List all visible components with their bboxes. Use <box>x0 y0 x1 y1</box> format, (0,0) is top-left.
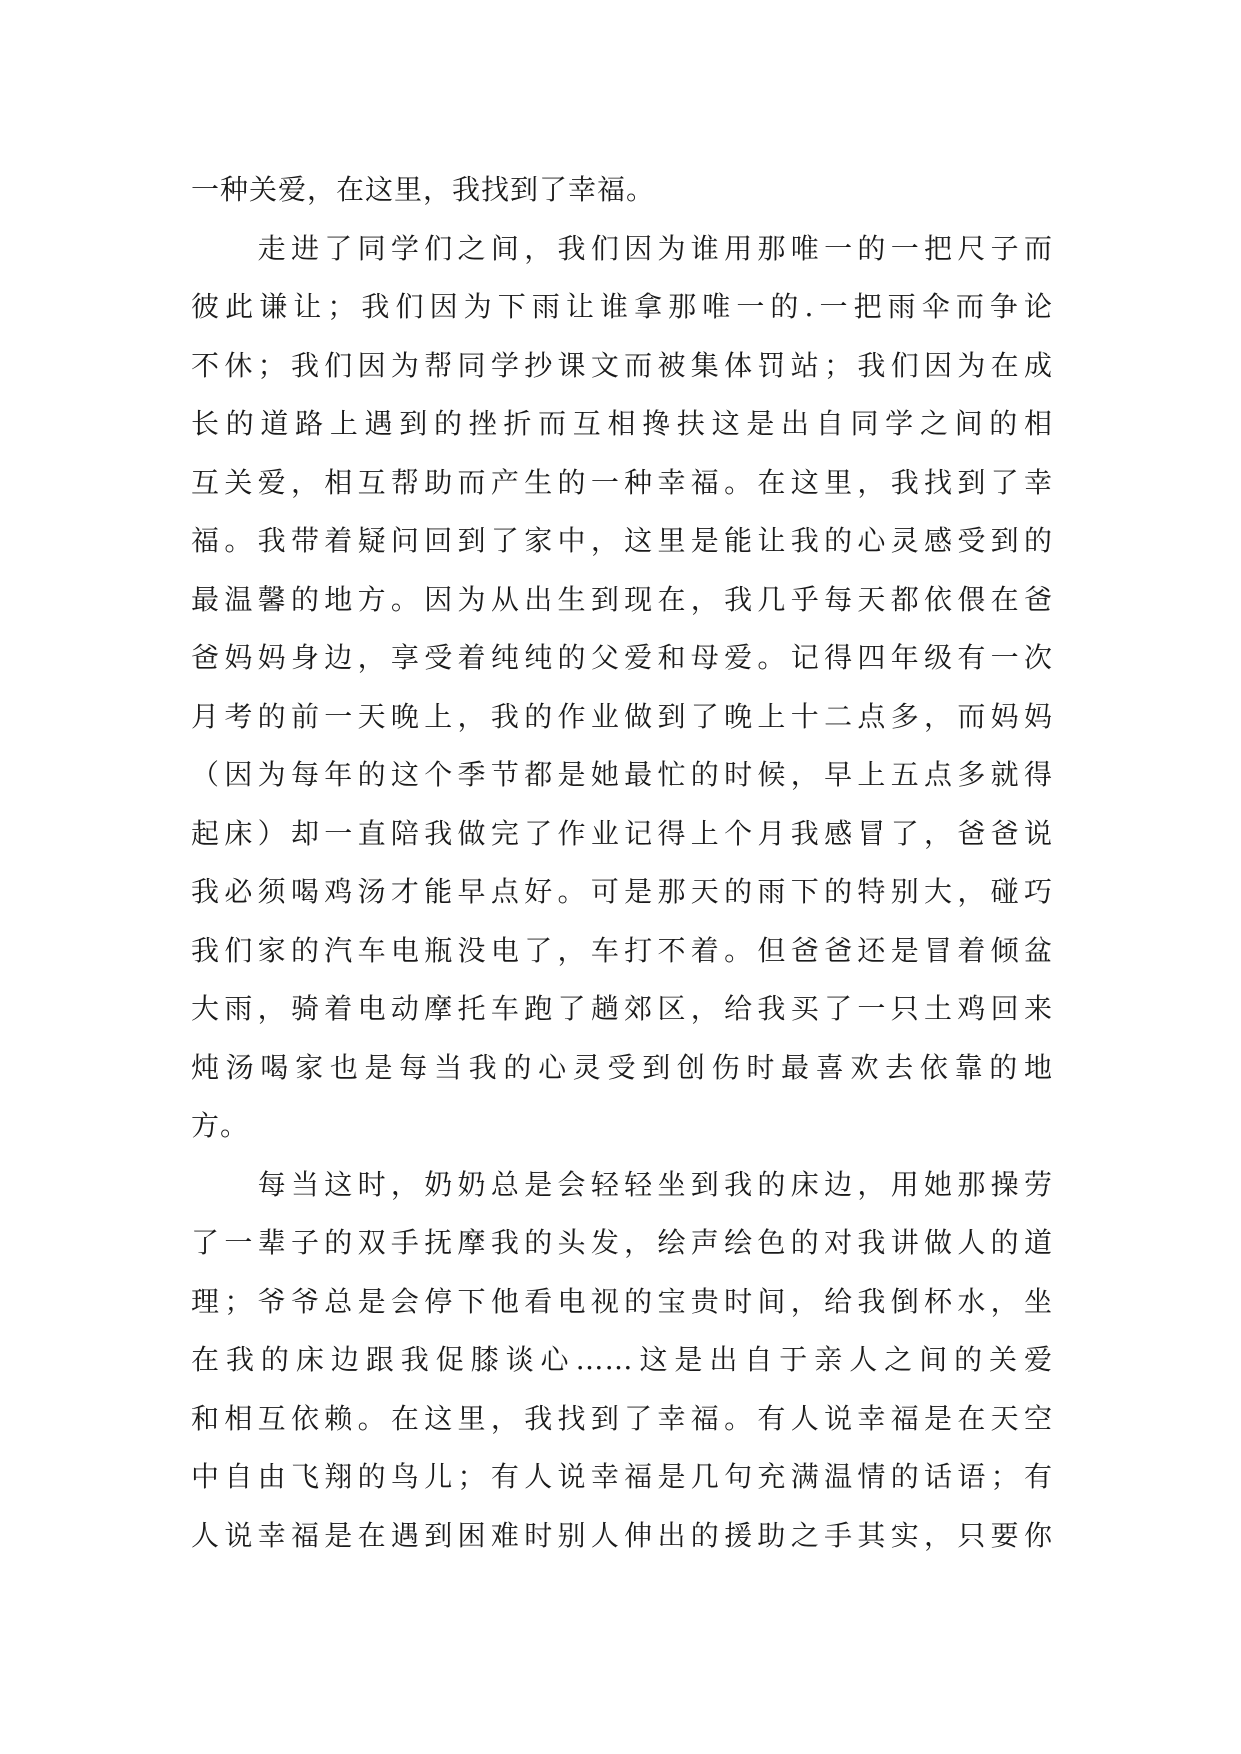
text-line: 大雨，骑着电动摩托车跑了趟郊区，给我买了一只土鸡回来 <box>191 992 1053 1025</box>
text-line: 福。我带着疑问回到了家中，这里是能让我的心灵感受到的 <box>191 524 1053 557</box>
text-line: 炖汤喝家也是每当我的心灵受到创伤时最喜欢去依靠的地 <box>191 1050 1053 1084</box>
text-line: 彼此谦让；我们因为下雨让谁拿那唯一的.一把雨伞而争论 <box>191 290 1053 323</box>
text-line: 一种关爱，在这里，我找到了幸福。 <box>191 173 656 206</box>
text-line: 长的道路上遇到的挫折而互相搀扶这是出自同学之间的相 <box>191 407 1053 440</box>
text-line: 我必须喝鸡汤才能早点好。可是那天的雨下的特别大，碰巧 <box>191 875 1053 908</box>
text-line: 了一辈子的双手抚摩我的头发，绘声绘色的对我讲做人的道 <box>191 1226 1053 1259</box>
text-line: 走进了同学们之间，我们因为谁用那唯一的一把尺子而 <box>191 231 1053 265</box>
text-line: 不休；我们因为帮同学抄课文而被集体罚站；我们因为在成 <box>191 348 1053 382</box>
body-text <box>191 161 1053 1565</box>
text-line: 我们家的汽车电瓶没电了，车打不着。但爸爸还是冒着倾盆 <box>191 933 1053 967</box>
text-line: 每当这时，奶奶总是会轻轻坐到我的床边，用她那操劳 <box>191 1167 1053 1201</box>
text-line: 月考的前一天晚上，我的作业做到了晚上十二点多，而妈妈 <box>191 699 1053 733</box>
text-line: （因为每年的这个季节都是她最忙的时候，早上五点多就得 <box>191 758 1053 791</box>
text-line: 人说幸福是在遇到困难时别人伸出的援助之手其实，只要你 <box>191 1518 1053 1552</box>
text-line: 在我的床边跟我促膝谈心……这是出自于亲人之间的关爱 <box>191 1343 1053 1376</box>
text-line: 互关爱，相互帮助而产生的一种幸福。在这里，我找到了幸 <box>191 465 1053 499</box>
text-line: 和相互依赖。在这里，我找到了幸福。有人说幸福是在天空 <box>191 1401 1053 1435</box>
text-line: 理；爷爷总是会停下他看电视的宝贵时间，给我倒杯水，坐 <box>191 1284 1053 1318</box>
text-line: 起床）却一直陪我做完了作业记得上个月我感冒了，爸爸说 <box>191 816 1053 850</box>
text-line: 方。 <box>191 1109 250 1142</box>
text-line: 爸妈妈身边，享受着纯纯的父爱和母爱。记得四年级有一次 <box>191 641 1053 674</box>
text-line: 中自由飞翔的鸟儿；有人说幸福是几句充满温情的话语；有 <box>191 1460 1053 1493</box>
text-line: 最温馨的地方。因为从出生到现在，我几乎每天都依偎在爸 <box>191 582 1053 616</box>
